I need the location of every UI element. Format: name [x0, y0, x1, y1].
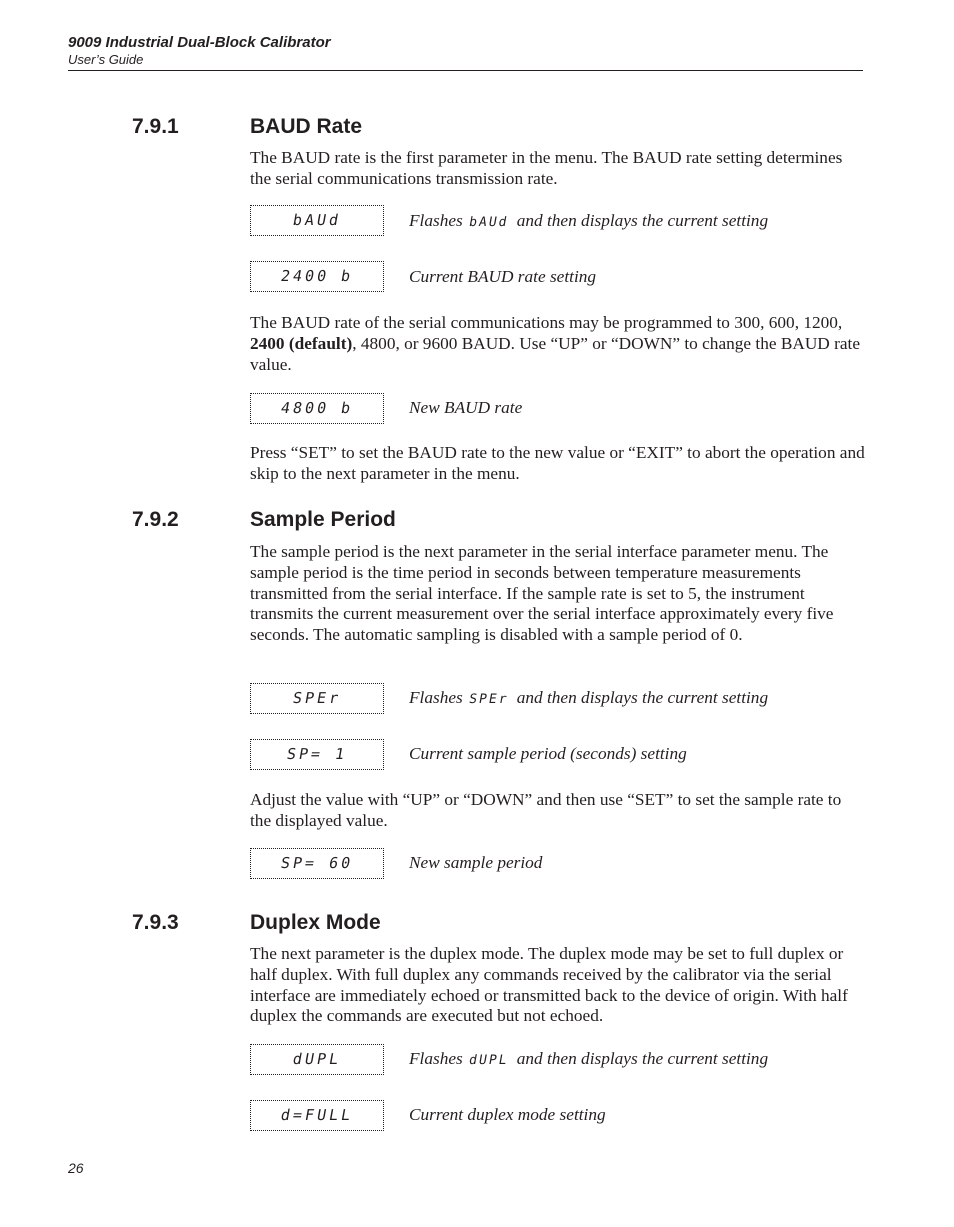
display-caption: New BAUD rate	[409, 398, 523, 417]
paragraph: The next parameter is the duplex mode. The duplex mode may be set to full duplex or half duplex. With full duplex any commands received by the calibrator via the serial interface are immediately echoed or transmitted back to the device of origin. With half duplex the commands are executed but not echoed.	[250, 944, 848, 1026]
section-title: BAUD Rate	[250, 115, 363, 138]
paragraph: The BAUD rate is the first parameter in the menu. The BAUD rate setting determines the serial communications transmission rate.	[250, 148, 843, 188]
section-number: 7.9.2	[132, 508, 179, 531]
section-number: 7.9.3	[132, 911, 179, 934]
section-number: 7.9.1	[132, 115, 179, 138]
lcd-display: SP= 1	[250, 739, 384, 770]
header-divider	[68, 70, 863, 71]
paragraph: Adjust the value with “UP” or “DOWN” and then use “SET” to set the sample rate to the displayed value.	[250, 790, 842, 830]
lcd-code: SPEr	[467, 692, 510, 707]
lcd-display: 4800 b	[250, 393, 384, 424]
section-title: Duplex Mode	[250, 911, 381, 934]
display-caption: Current sample period (seconds) setting	[409, 744, 687, 763]
page-number: 26	[68, 1160, 84, 1176]
lcd-display: dUPL	[250, 1044, 384, 1075]
paragraph: The BAUD rate of the serial communications may be programmed to 300, 600, 1200, 2400 (default), 4800, or 9600 BAUD. Use “UP” or “DOWN” to change the BAUD rate value.	[250, 313, 861, 374]
paragraph: The sample period is the next parameter in the serial interface parameter menu. The sample period is the time period in seconds between temperature measurements transmitted from the serial interface. If the sample rate is set to 5, the instrument transmits the current measurement over the serial interface approximately every five seconds. The automatic sampling is disabled with a sample period of 0.	[250, 542, 834, 645]
lcd-display: 2400 b	[250, 261, 384, 292]
display-caption: Flashes bAUd and then displays the current setting	[409, 211, 768, 233]
display-caption: Current duplex mode setting	[409, 1105, 606, 1124]
default-value: 2400 (default)	[250, 333, 353, 353]
lcd-display: d=FULL	[250, 1100, 384, 1131]
document-subtitle: User’s Guide	[68, 52, 144, 67]
lcd-code: dUPL	[467, 1053, 510, 1068]
lcd-display: SP= 60	[250, 848, 384, 879]
document-title: 9009 Industrial Dual-Block Calibrator	[68, 34, 331, 51]
display-caption: New sample period	[409, 853, 543, 872]
display-caption: Current BAUD rate setting	[409, 267, 597, 286]
lcd-display: SPEr	[250, 683, 384, 714]
display-caption: Flashes dUPL and then displays the current setting	[409, 1049, 768, 1071]
lcd-code: bAUd	[467, 215, 510, 230]
paragraph: Press “SET” to set the BAUD rate to the new value or “EXIT” to abort the operation and skip to the next parameter in the menu.	[250, 443, 865, 483]
display-caption: Flashes SPEr and then displays the current setting	[409, 688, 768, 710]
section-title: Sample Period	[250, 508, 396, 531]
lcd-display: bAUd	[250, 205, 384, 236]
